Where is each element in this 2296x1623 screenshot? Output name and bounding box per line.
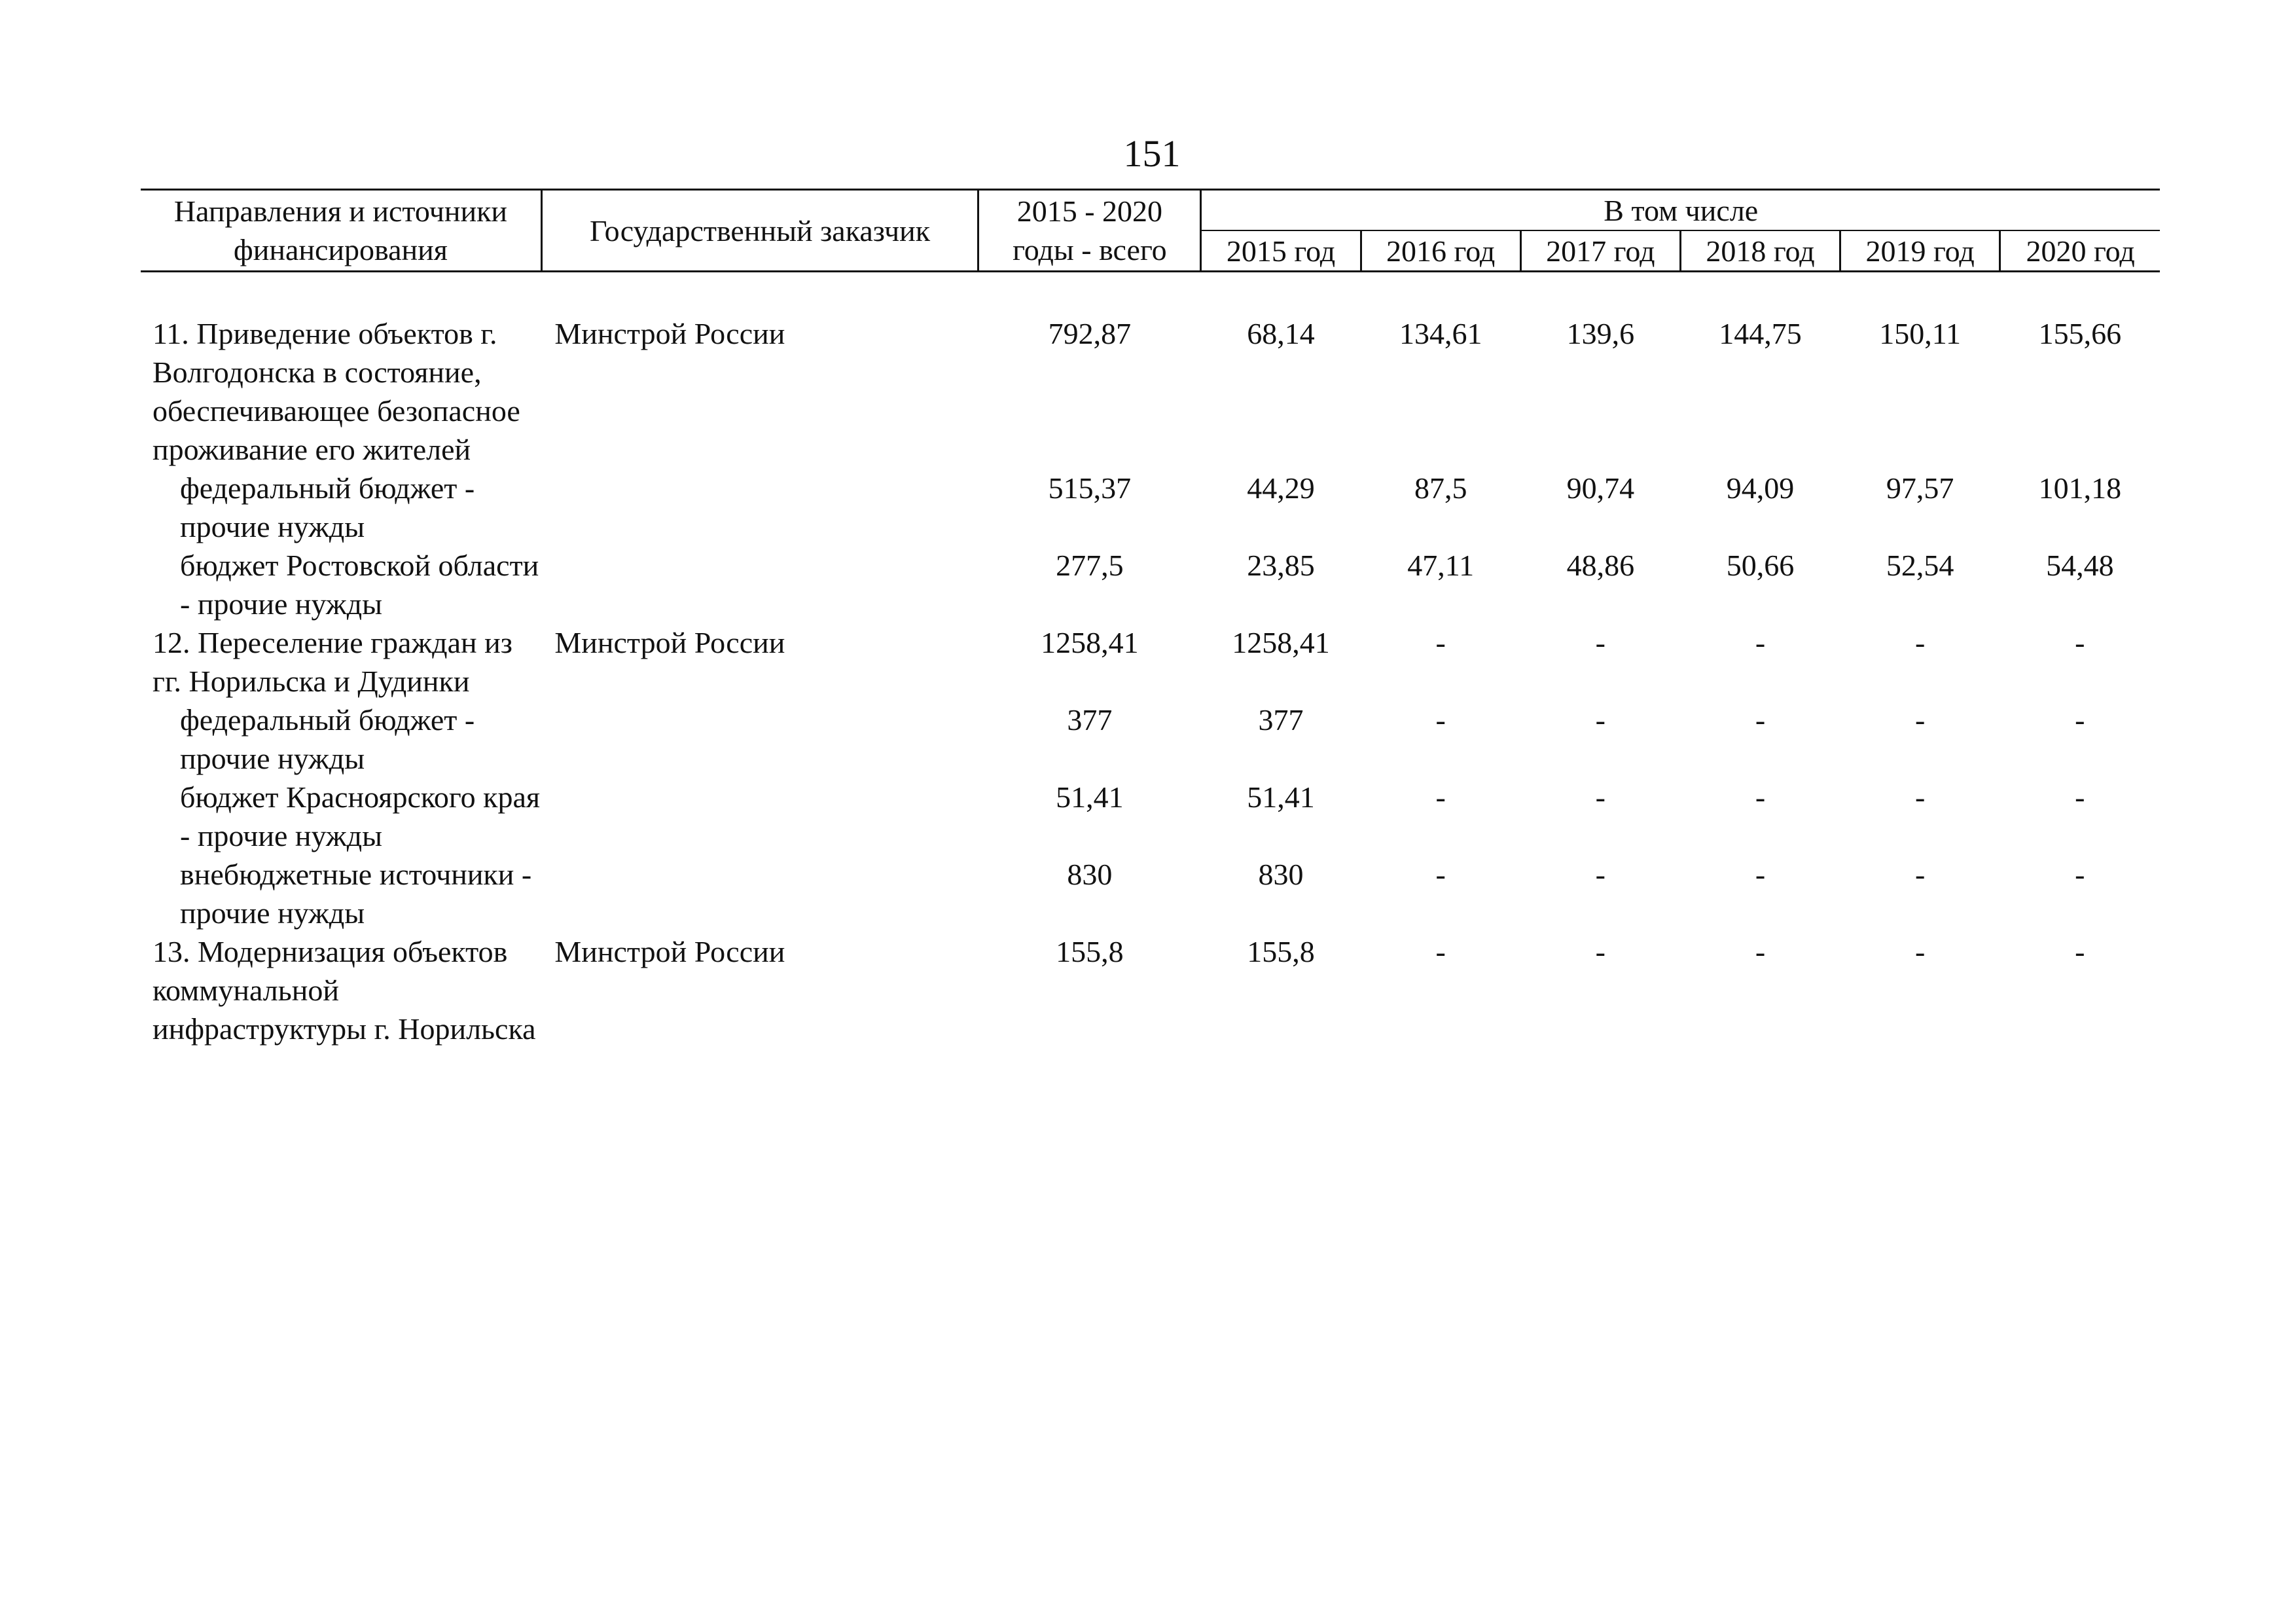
header-direction-line1: Направления и источники xyxy=(173,194,508,228)
row-value-2016: - xyxy=(1435,626,1446,659)
row-total: 51,41 xyxy=(1056,780,1124,814)
row-value-2018: - xyxy=(1755,626,1766,659)
row-value-2017: - xyxy=(1595,626,1605,659)
row-value-2019: - xyxy=(1914,858,1926,891)
row-total: 830 xyxy=(1067,858,1113,891)
table-row xyxy=(141,701,2160,778)
row-value-2017: 139,6 xyxy=(1566,317,1635,350)
row-value-2020: - xyxy=(2075,626,2085,659)
row-direction: 12. Переселение граждан из гг. Норильска и Дудинки xyxy=(152,626,512,698)
row-customer xyxy=(541,469,978,546)
header-direction xyxy=(141,190,541,272)
header-total xyxy=(978,190,1201,272)
row-value-2018: 94,09 xyxy=(1726,471,1795,505)
table-row xyxy=(141,546,2160,623)
row-customer xyxy=(541,701,978,778)
row-customer xyxy=(541,778,978,855)
table-row xyxy=(141,469,2160,546)
header-year-2017: 2017 год xyxy=(1520,230,1680,272)
row-value-2017: - xyxy=(1595,780,1605,814)
row-value-2016: 47,11 xyxy=(1407,549,1475,582)
row-value-2018: - xyxy=(1755,703,1766,737)
row-value-2017: - xyxy=(1595,935,1605,968)
row-customer xyxy=(541,855,978,932)
table-row xyxy=(141,932,2160,1048)
row-value-2017: 90,74 xyxy=(1566,471,1635,505)
row-value-2015: 830 xyxy=(1258,858,1304,891)
row-value-2020: - xyxy=(2075,780,2085,814)
header-year-2019: 2019 год xyxy=(1840,230,2000,272)
row-total: 277,5 xyxy=(1056,549,1124,582)
row-value-2016: 87,5 xyxy=(1414,471,1467,505)
row-total: 515,37 xyxy=(1048,471,1132,505)
row-value-2019: 52,54 xyxy=(1886,549,1954,582)
row-value-2016: - xyxy=(1435,780,1446,814)
row-value-2018: 144,75 xyxy=(1719,317,1802,350)
row-total: 377 xyxy=(1067,703,1113,737)
row-value-2019: - xyxy=(1914,626,1926,659)
row-value-2015: 155,8 xyxy=(1247,935,1315,968)
row-value-2020: - xyxy=(2075,858,2085,891)
row-customer: Минстрой России xyxy=(554,935,785,968)
row-direction: федеральный бюджет - прочие нужды xyxy=(180,703,475,775)
row-direction: 13. Модернизация объектов коммунальной инфраструктуры г. Норильска xyxy=(152,935,536,1046)
row-value-2016: - xyxy=(1435,703,1446,737)
row-customer: Минстрой России xyxy=(554,317,785,350)
row-value-2018: - xyxy=(1755,935,1766,968)
row-direction: внебюджетные источники - прочие нужды xyxy=(180,858,532,930)
table-row xyxy=(141,855,2160,932)
row-value-2020: 155,66 xyxy=(2038,317,2122,350)
row-value-2018: 50,66 xyxy=(1726,549,1795,582)
row-customer xyxy=(541,546,978,623)
row-value-2019: 150,11 xyxy=(1879,317,1962,350)
header-year-2015: 2015 год xyxy=(1201,230,1361,272)
row-total: 792,87 xyxy=(1048,317,1132,350)
row-direction: бюджет Красноярского края - прочие нужды xyxy=(180,780,541,852)
row-direction: 11. Приведение объектов г. Волгодонска в состояние, обеспечивающее безопасное проживание его жителей xyxy=(152,317,520,466)
row-value-2016: - xyxy=(1435,858,1446,891)
financing-table xyxy=(141,189,2160,1048)
header-year-2020: 2020 год xyxy=(2000,230,2160,272)
row-value-2015: 23,85 xyxy=(1247,549,1315,582)
row-value-2020: 101,18 xyxy=(2038,471,2122,505)
row-value-2019: 97,57 xyxy=(1886,471,1954,505)
header-customer: Государственный заказчик xyxy=(541,190,978,272)
row-value-2015: 51,41 xyxy=(1247,780,1315,814)
row-value-2015: 377 xyxy=(1258,703,1304,737)
page-number: 151 xyxy=(1123,132,1181,175)
table-row xyxy=(141,778,2160,855)
row-value-2017: - xyxy=(1595,858,1605,891)
row-value-2015: 68,14 xyxy=(1247,317,1315,350)
table-row xyxy=(141,623,2160,701)
header-direction-line2: финансирования xyxy=(233,233,448,266)
row-value-2016: - xyxy=(1435,935,1446,968)
row-total: 1258,41 xyxy=(1041,626,1139,659)
header-including: В том числе xyxy=(1201,190,2160,231)
header-year-2016: 2016 год xyxy=(1361,230,1520,272)
row-value-2017: - xyxy=(1595,703,1605,737)
row-value-2019: - xyxy=(1914,703,1926,737)
row-value-2015: 44,29 xyxy=(1247,471,1315,505)
row-value-2020: 54,48 xyxy=(2046,549,2114,582)
table-body xyxy=(141,272,2160,1049)
row-value-2018: - xyxy=(1755,780,1766,814)
row-customer: Минстрой России xyxy=(554,626,785,659)
row-value-2019: - xyxy=(1914,780,1926,814)
row-value-2018: - xyxy=(1755,858,1766,891)
row-total: 155,8 xyxy=(1056,935,1124,968)
header-year-2018: 2018 год xyxy=(1680,230,1840,272)
row-value-2015: 1258,41 xyxy=(1232,626,1330,659)
row-value-2019: - xyxy=(1914,935,1926,968)
row-value-2017: 48,86 xyxy=(1566,549,1635,582)
table-header xyxy=(141,190,2160,272)
header-total-line1: 2015 - 2020 xyxy=(1016,194,1163,228)
row-value-2020: - xyxy=(2075,703,2085,737)
row-value-2020: - xyxy=(2075,935,2085,968)
header-total-line2: годы - всего xyxy=(1013,233,1167,266)
row-direction: федеральный бюджет - прочие нужды xyxy=(180,471,475,543)
row-value-2016: 134,61 xyxy=(1399,317,1482,350)
row-direction: бюджет Ростовской области - прочие нужды xyxy=(180,549,539,621)
table-row xyxy=(141,301,2160,469)
